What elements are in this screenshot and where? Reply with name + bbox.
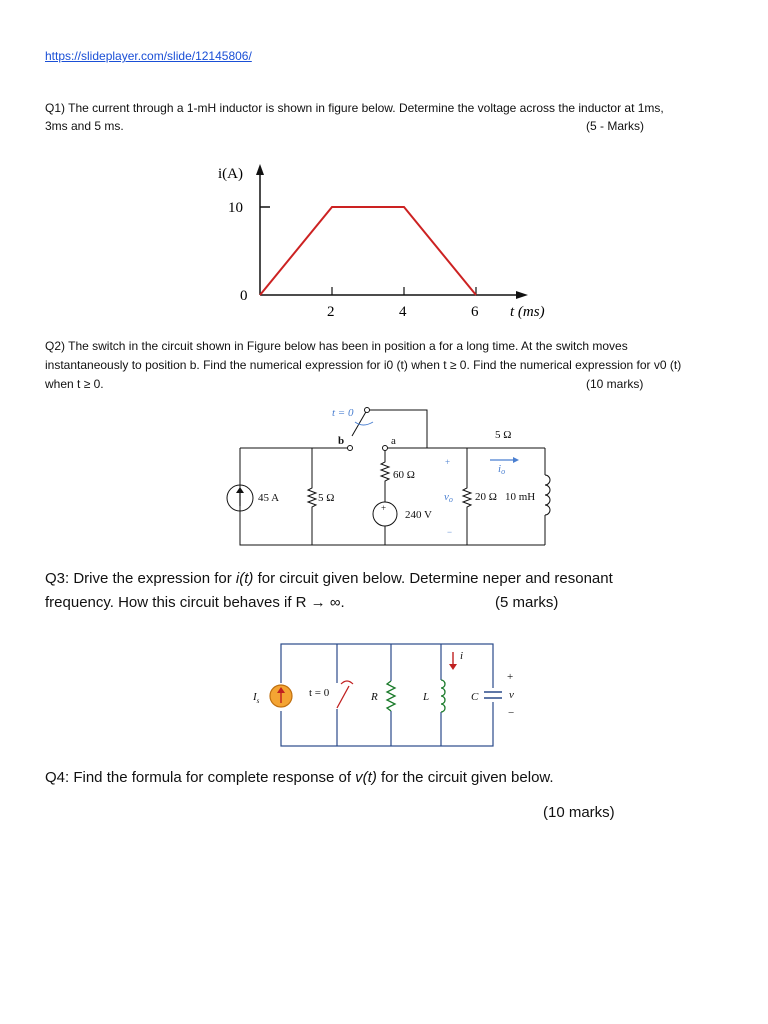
q2-line3: when t ≥ 0.: [45, 377, 104, 391]
switch-pivot: [365, 408, 370, 413]
vsrc-plus: +: [381, 503, 387, 513]
switch-contact-b: [348, 446, 353, 451]
vo-minus: −: [447, 527, 453, 537]
switch-label: t = 0: [332, 407, 354, 419]
graph-origin-label: 0: [240, 288, 248, 304]
graph-x-tick-label: 2: [327, 304, 335, 320]
resistor-60-ohm: [381, 448, 389, 502]
q1-line1: Q1) The current through a 1-mH inductor is shown in figure below. Determine the voltage across the inductor at 1ms,: [45, 101, 664, 115]
q4-line1: Q4: Find the formula for complete response of v(t) for the circuit given below.: [45, 769, 554, 786]
i-label: i: [460, 650, 464, 662]
v-plus: +: [507, 671, 514, 683]
graph-x-axis-arrow: [516, 291, 528, 299]
r2-label: 60 Ω: [393, 469, 415, 481]
current-trace: [260, 207, 476, 295]
resistor-5-ohm-left: [308, 448, 316, 545]
q3-line2: frequency. How this circuit behaves if R → ∞.: [45, 594, 345, 611]
source-current-label: 45 A: [258, 492, 280, 504]
q2-line1: Q2) The switch in the circuit shown in Figure below has been in position a for a long time. At the switch moves: [45, 339, 628, 353]
current-source-arrowhead: [236, 487, 244, 493]
q2-marks: (10 marks): [586, 377, 644, 391]
source-link[interactable]: https://slideplayer.com/slide/12145806/: [45, 49, 252, 63]
r1-label: 5 Ω: [318, 492, 335, 504]
switch-motion-arc: [355, 422, 373, 425]
switch-b-label: b: [338, 435, 345, 447]
io-label: io: [498, 463, 506, 476]
q3-line1: Q3: Drive the expression for i(t) for circuit given below. Determine neper and resonant: [45, 570, 613, 587]
vsrc-label: 240 V: [405, 509, 432, 521]
q3-rlc-circuit: [245, 638, 535, 753]
q2-circuit: [215, 400, 560, 550]
switch-arm: [352, 410, 367, 436]
wire-switch-feed: [367, 410, 427, 448]
r3-label: 5 Ω: [495, 429, 512, 441]
graph-y-label: i(A): [218, 166, 243, 182]
inductor-10mh: [545, 475, 550, 515]
vo-plus: +: [445, 457, 451, 467]
switch-a-label: a: [391, 435, 396, 447]
switch-gap: [331, 683, 343, 709]
q2-line2: instantaneously to position b. Find the numerical expression for i0 (t) when t ≥ 0. Find the numerical expression for v0 (t): [45, 358, 682, 372]
v-label: v: [509, 689, 514, 701]
c-label: C: [471, 691, 479, 703]
q3-marks: (5 marks): [495, 594, 559, 611]
switch-contact-a: [383, 446, 388, 451]
vo-label: vo: [444, 491, 453, 504]
i-arrowhead: [449, 664, 457, 670]
graph-y-axis-arrow: [256, 164, 264, 175]
v-minus: −: [508, 707, 515, 719]
rlc-switch-label: t = 0: [309, 687, 330, 699]
inductor-label: 10 mH: [505, 491, 536, 503]
graph-x-label: t (ms): [510, 304, 545, 320]
graph-x-tick-label: 4: [399, 304, 407, 320]
io-arrowhead: [513, 457, 519, 463]
c-gap: [483, 688, 503, 702]
q4-marks: (10 marks): [543, 804, 615, 821]
r4-label: 20 Ω: [475, 491, 497, 503]
q1-line2: 3ms and 5 ms.: [45, 119, 124, 133]
l-label: L: [423, 691, 430, 703]
is-label: $I_s$: [253, 691, 260, 705]
q1-marks: (5 - Marks): [586, 119, 644, 133]
r-label: R: [371, 691, 378, 703]
resistor-20-ohm: [463, 448, 471, 545]
graph-x-tick-label: 6: [471, 304, 479, 320]
q1-current-graph: [200, 155, 580, 330]
graph-y-tick-label: 10: [228, 200, 243, 216]
